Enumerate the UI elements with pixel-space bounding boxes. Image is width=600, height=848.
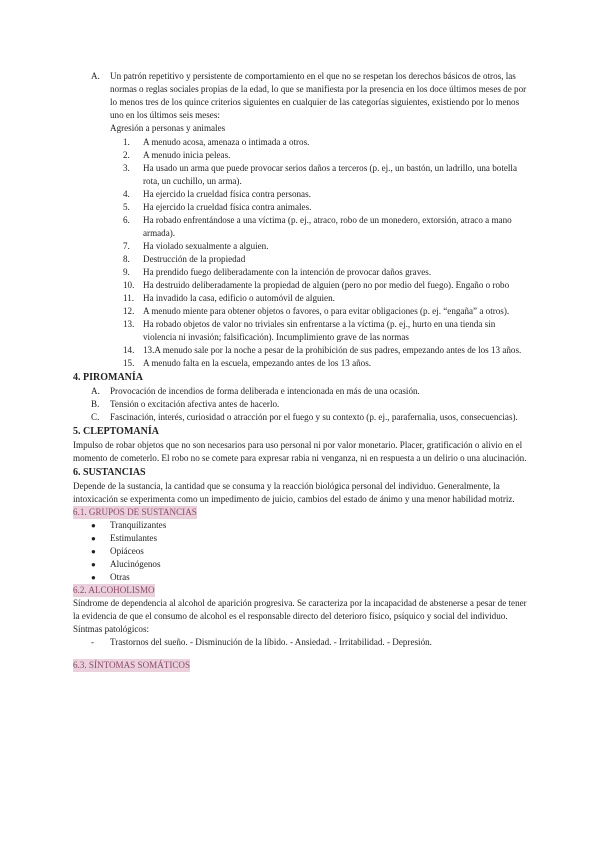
criteria-list [73,136,529,370]
list-item: 9. Ha prendido fuego deliberadamente con la intención de provocar daños graves. [123,267,432,277]
document-page [73,70,529,672]
list-item: 3. Ha usado un arma que puede provocar serios daños a terceros (p. ej., un bastón, un ladrillo, una botella rota, un cuchillo, un arma). [123,163,517,186]
list-item: 15. A menudo falta en la escuela, empezando antes de los 13 años. [123,358,372,368]
piromania-heading: 4. PIROMANÍA [73,372,143,383]
list-item: 11. Ha invadido la casa, edificio o automóvil de alguien. [123,293,335,303]
list-item: A. Provocación de incendios de forma deliberada e intencionada en más de una ocasión. [91,386,420,396]
list-item: C. Fascinación, interés, curiosidad o atracción por el fuego y su contexto (p. ej., parafernalia, usos, consecuencias). [91,412,518,422]
list-item: 14. 13.A menudo sale por la noche a pesar de la prohibición de sus padres, empezando antes de los 13 años. [123,345,522,355]
list-item: ● Opiáceos [91,546,144,556]
somaticos-subheading: 6.3. SÍNTOMAS SOMÁTICOS [73,660,191,670]
list-item: B. Tensión o excitación afectiva antes de hacerlo. [91,399,280,409]
sintomas-list [73,636,529,649]
list-item: ● Otras [91,572,130,582]
list-item: 8. Destrucción de la propiedad [123,254,246,264]
list-item: ● Tranquilizantes [91,520,167,530]
list-item: 12. A menudo miente para obtener objetos o favores, o para evitar obligaciones (p. ej. “engaña” a otros). [123,306,510,316]
criterion-a-intro: Un patrón repetitivo y persistente de comportamiento en el que no se respetan los derechos básicos de otros, las normas o reglas sociales propias de la edad, lo que se manifiesta por la presencia en los doce últimos meses de por lo menos tres de los quince criterios siguientes en cualquier de las categorías siguientes, existiendo por lo menos uno en los últimos seis meses: [110,71,527,120]
alcoholismo-subheading: 6.2. ALCOHOLISMO [73,585,155,595]
list-item: 7. Ha violado sexualmente a alguien. [123,241,269,251]
list-item: 6. Ha robado enfrentándose a una víctima (p. ej., atraco, robo de un monedero, extorsión, atraco a mano armada). [123,215,512,238]
list-item: 5. Ha ejercido la crueldad física contra animales. [123,202,312,212]
grupos-list [73,519,529,584]
list-item: 1. A menudo acosa, amenaza o intimada a otros. [123,137,310,147]
list-item: 10. Ha destruido deliberadamente la propiedad de alguien (pero no por medio del fuego). Engaño o robo [123,280,510,290]
list-item: 4. Ha ejercido la crueldad física contra personas. [123,189,311,199]
cleptomania-heading: 5. CLEPTOMANÍA [73,426,159,437]
list-item: - Trastornos del sueño. - Disminución de la líbido. - Ansiedad. - Irritabilidad. - Depresión. [91,637,432,647]
list-item: 13. Ha robado objetos de valor no triviales sin enfrentarse a la víctima (p. ej., hurto en una tienda sin violencia ni invasión; falsificación). Incumplimiento grave de las normas [123,319,496,342]
category-label: Agresión a personas y animales [110,123,226,133]
list-item: 2. A menudo inicia peleas. [123,150,231,160]
list-item: ● Estimulantes [91,533,157,543]
list-item: ● Alucinógenos [91,559,161,569]
cleptomania-text: Impulso de robar objetos que no son necesarios para uso personal ni por valor monetario. Placer, gratificación o alivio en el momento de cometerlo. El robo no se comete para expresar rabia ni venganza, ni en respuesta a un delirio o una alucinación. [73,440,527,463]
sustancias-text: Depende de la sustancia, la cantidad que se consuma y la reacción biológica personal del individuo. Generalmente, la intoxicación se experimenta como un impedimento de juicio, cambios del estado de ánimo y una menor habilidad motriz. [73,481,515,504]
piromania-list [73,385,529,424]
sustancias-heading: 6. SUSTANCIAS [73,467,146,478]
criterion-a [91,70,529,135]
criterion-a-marker: A. [91,71,100,81]
grupos-subheading: 6.1. GRUPOS DE SUSTANCIAS [73,507,197,517]
alcoholismo-text: Síndrome de dependencia al alcohol de aparición progresiva. Se caracteriza por la incapacidad de abstenerse a pesar de tener la evidencia de que el consumo de alcohol es el responsable directo del deterioro físico, psíquico y social del individuo. Síntmas patológicos: [73,598,527,634]
